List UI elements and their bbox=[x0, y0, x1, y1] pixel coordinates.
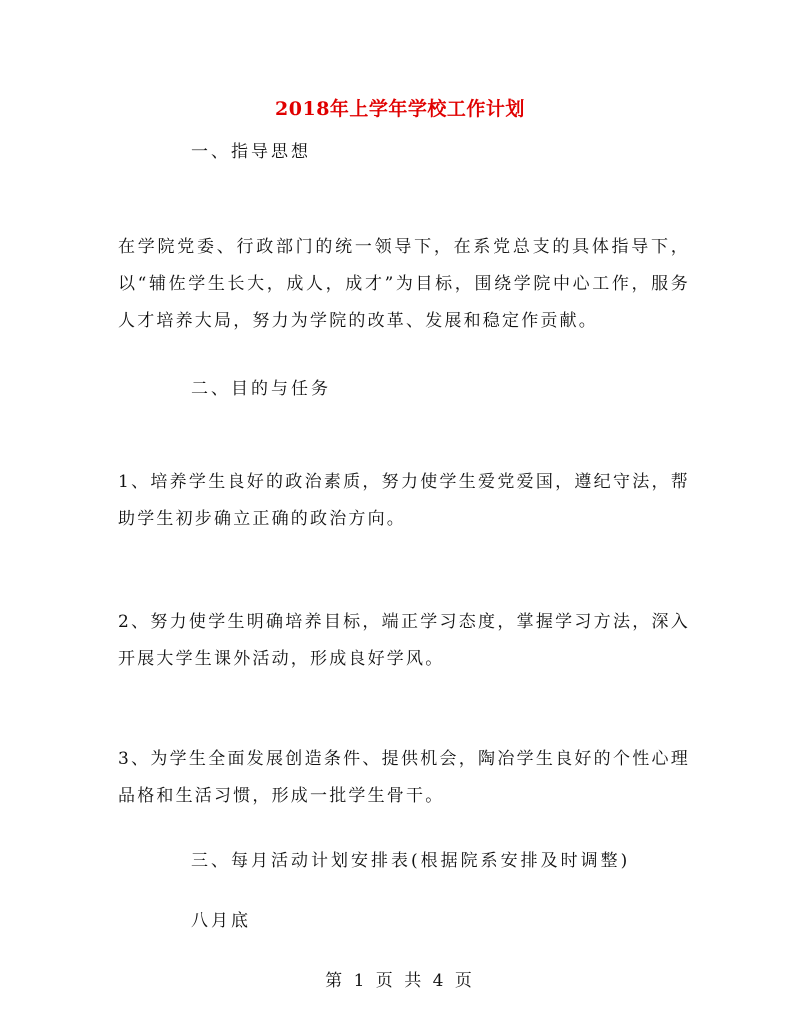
page-footer: 第 1 页 共 4 页 bbox=[325, 971, 475, 991]
paragraph-guiding-ideology: 在学院党委、行政部门的统一领导下，在系党总支的具体指导下，以“辅佐学生长大，成人，成才”为目标，围绕学院中心工作，服务人才培养大局，努力为学院的改革、发展和稳定作贡献。 bbox=[118, 237, 690, 331]
subheading-end-of-august: 八月底 bbox=[191, 911, 251, 931]
document-title: 2018年上学年学校工作计划 bbox=[275, 98, 525, 120]
section-heading-goals-tasks: 二、目的与任务 bbox=[191, 379, 331, 399]
paragraph-task-3: 3、为学生全面发展创造条件、提供机会，陶冶学生良好的个性心理品格和生活习惯，形成一批学生骨干。 bbox=[118, 749, 690, 806]
paragraph-task-1: 1、培养学生良好的政治素质，努力使学生爱党爱国，遵纪守法，帮助学生初步确立正确的政治方向。 bbox=[118, 472, 690, 529]
section-heading-guiding-ideology: 一、指导思想 bbox=[191, 142, 311, 162]
section-heading-monthly-plan: 三、每月活动计划安排表(根据院系安排及时调整) bbox=[191, 851, 631, 871]
paragraph-task-2: 2、努力使学生明确培养目标，端正学习态度，掌握学习方法，深入开展大学生课外活动，形成良好学风。 bbox=[118, 612, 690, 669]
